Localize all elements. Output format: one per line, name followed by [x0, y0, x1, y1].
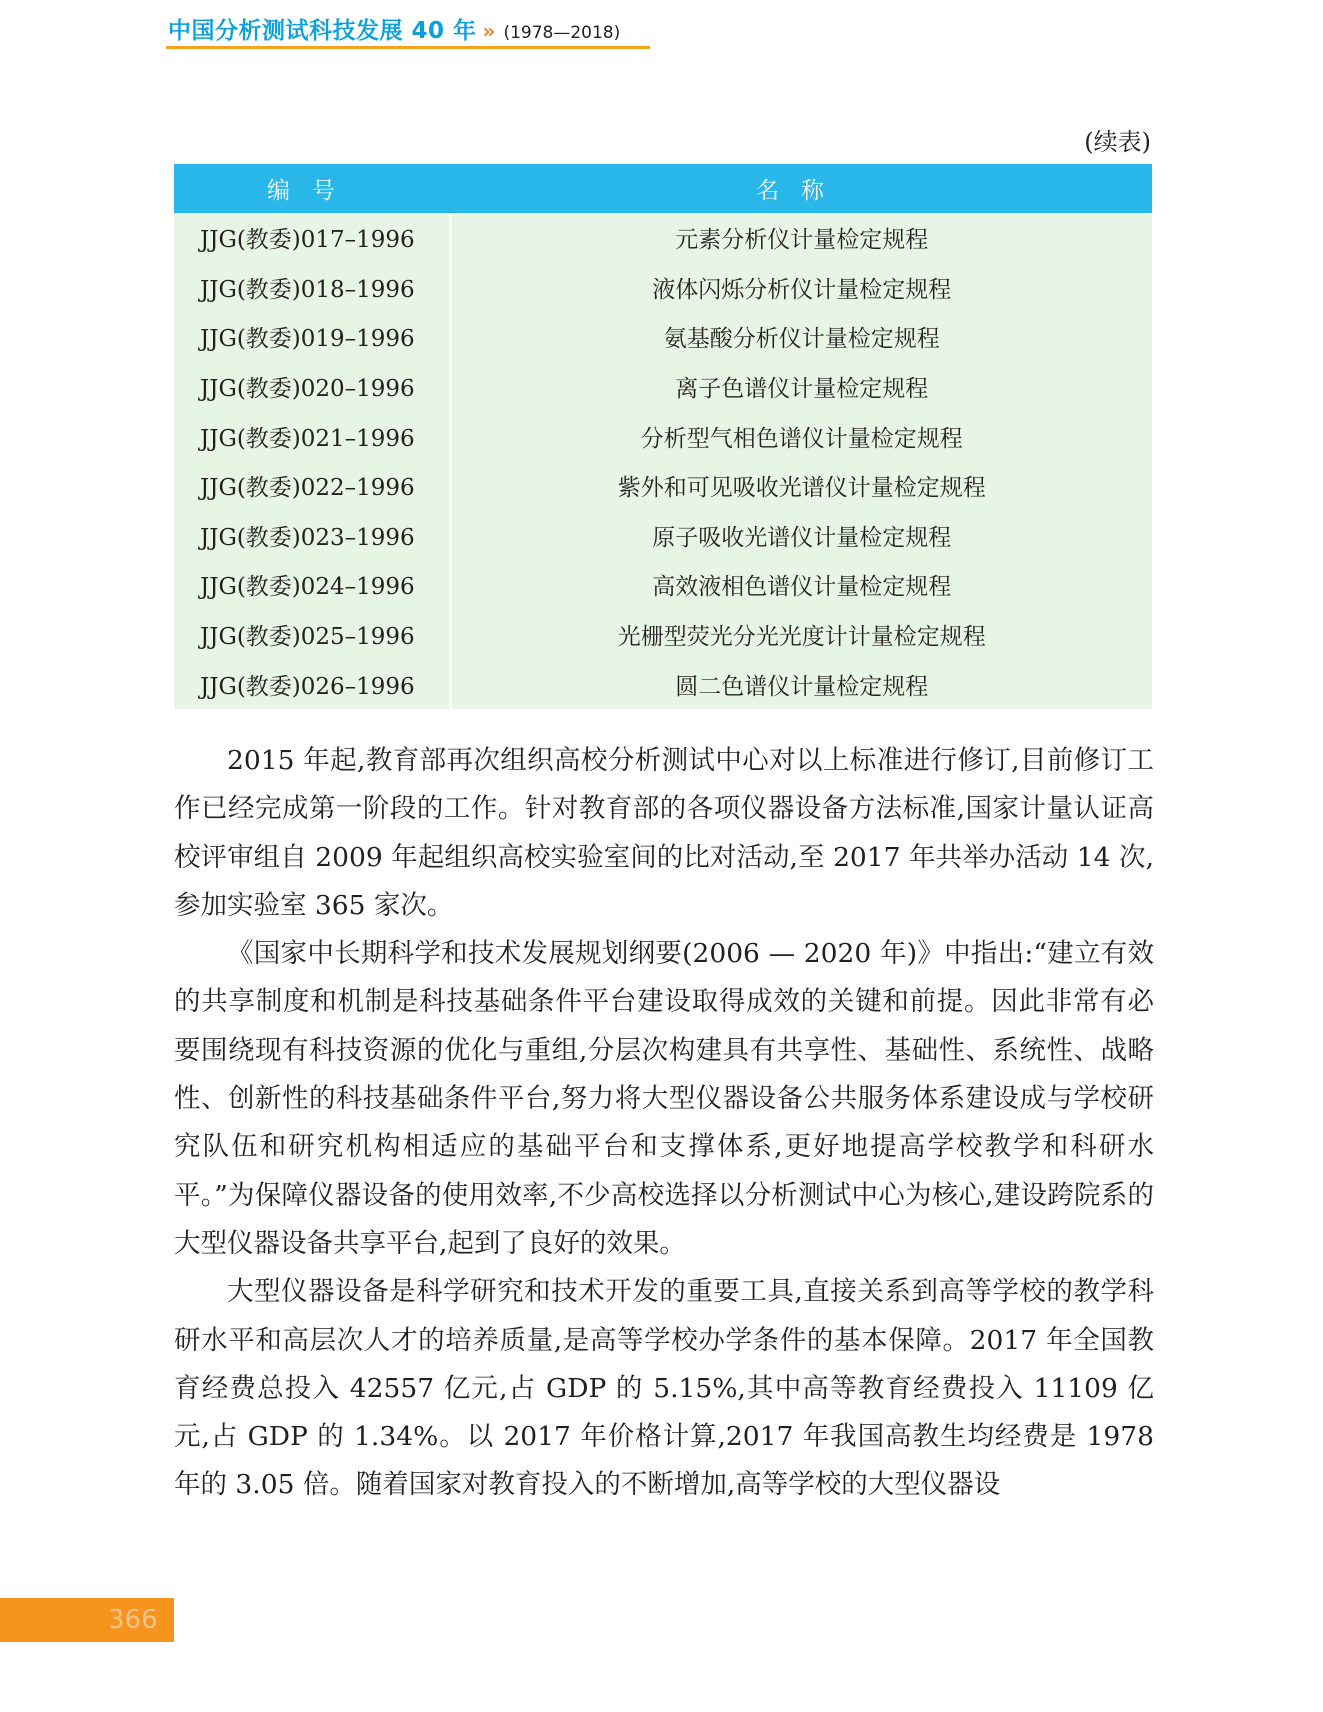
- table-row: [174, 461, 1152, 511]
- standard-name: 圆二色谱仪计量检定规程: [450, 659, 1152, 709]
- paragraph: 《国家中长期科学和技术发展规划纲要(2006 — 2020 年)》中指出:“建立有效的共享制度和机制是科技基础条件平台建设取得成效的关键和前提。因此非常有必要围绕现有科技资源的优化与重组,分层次构建具有共享性、基础性、系统性、战略性、创新性的科技基础条件平台,努力将大型仪器设备公共服务体系建设成与学校研究队伍和研究机构相适应的基础平台和支撑体系,更好地提高学校教学和科研水平。”为保障仪器设备的使用效率,不少高校选择以分析测试中心为核心,建设跨院系的大型仪器设备共享平台,起到了良好的效果。: [174, 938, 1154, 1259]
- body-text: [174, 737, 1154, 1510]
- standard-name: 高效液相色谱仪计量检定规程: [450, 560, 1152, 610]
- column-header-code: 编号: [174, 164, 450, 213]
- standard-name: 元素分析仪计量检定规程: [450, 213, 1152, 263]
- standard-name: 原子吸收光谱仪计量检定规程: [450, 511, 1152, 561]
- standard-code: JJG(教委)021–1996: [174, 411, 450, 461]
- page-number: 366: [108, 1605, 158, 1635]
- table-row: [174, 411, 1152, 461]
- standard-code: JJG(教委)025–1996: [174, 610, 450, 660]
- standard-code: JJG(教委)024–1996: [174, 560, 450, 610]
- standard-name: 离子色谱仪计量检定规程: [450, 362, 1152, 412]
- standard-code: JJG(教委)022–1996: [174, 461, 450, 511]
- standard-code: JJG(教委)026–1996: [174, 659, 450, 709]
- table-row: [174, 659, 1152, 709]
- standard-code: JJG(教委)018–1996: [174, 263, 450, 313]
- table-row: [174, 213, 1152, 263]
- table-row: [174, 263, 1152, 313]
- standard-name: 氨基酸分析仪计量检定规程: [450, 312, 1152, 362]
- column-header-name: 名称: [450, 164, 1152, 213]
- running-header: [168, 12, 620, 50]
- book-years: (1978—2018): [503, 23, 621, 43]
- standard-code: JJG(教委)017–1996: [174, 213, 450, 263]
- book-title: 中国分析测试科技发展 40 年: [168, 18, 477, 44]
- standard-name: 紫外和可见吸收光谱仪计量检定规程: [450, 461, 1152, 511]
- table-row: [174, 610, 1152, 660]
- paragraph: 2015 年起,教育部再次组织高校分析测试中心对以上标准进行修订,目前修订工作已经完成第一阶段的工作。针对教育部的各项仪器设备方法标准,国家计量认证高校评审组自 2009 年起组织高校实验室间的比对活动,至 2017 年共举办活动 14 次,参加实验室 365 家次。: [174, 745, 1154, 921]
- table-row: [174, 362, 1152, 412]
- standard-code: JJG(教委)020–1996: [174, 362, 450, 412]
- standard-name: 分析型气相色谱仪计量检定规程: [450, 411, 1152, 461]
- continued-label: (续表): [1084, 128, 1151, 156]
- header-rule: [166, 46, 650, 49]
- table-row: [174, 511, 1152, 561]
- table-row: [174, 312, 1152, 362]
- standard-name: 光栅型荧光分光光度计计量检定规程: [450, 610, 1152, 660]
- table-header-row: [174, 164, 1152, 213]
- standard-name: 液体闪烁分析仪计量检定规程: [450, 263, 1152, 313]
- standard-code: JJG(教委)019–1996: [174, 312, 450, 362]
- paragraph: 大型仪器设备是科学研究和技术开发的重要工具,直接关系到高等学校的教学科研水平和高层次人才的培养质量,是高等学校办学条件的基本保障。2017 年全国教育经费总投入 42557 亿元,占 GDP 的 5.15%,其中高等教育经费投入 11109 亿元,占 GDP 的 1.34%。以 2017 年价格计算,2017 年我国高教生均经费是 1978 年的 3.05 倍。随着国家对教育投入的不断增加,高等学校的大型仪器设: [174, 1276, 1154, 1501]
- standards-table: [174, 164, 1152, 709]
- standard-code: JJG(教委)023–1996: [174, 511, 450, 561]
- chevron-right-icon: »: [482, 19, 496, 43]
- table-row: [174, 560, 1152, 610]
